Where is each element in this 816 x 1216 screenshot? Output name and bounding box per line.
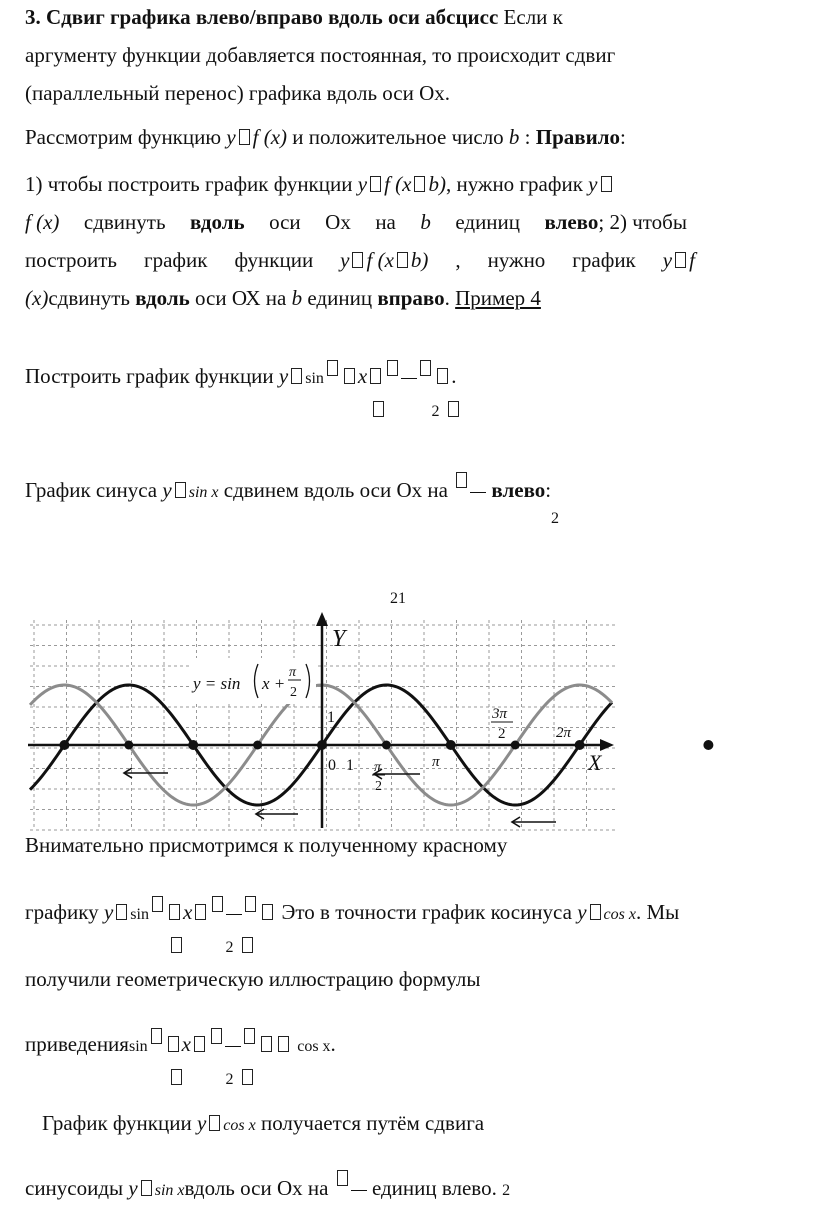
func-f: f: [689, 248, 695, 272]
dot: .: [444, 286, 450, 310]
x-axis-label: X: [588, 750, 602, 775]
word-bold: вправо: [377, 286, 445, 310]
word: единиц: [307, 286, 373, 310]
missing-glyph: [239, 129, 250, 145]
word: сдвинуть: [48, 286, 130, 310]
y-axis-label: Y: [332, 626, 346, 652]
observe-pre: графику: [25, 900, 99, 924]
final-pre2: синусоиды: [25, 1176, 124, 1200]
missing-glyph: [387, 360, 398, 376]
missing-glyph: [244, 1028, 255, 1044]
missing-glyph: [209, 1115, 220, 1131]
missing-glyph: [152, 896, 163, 912]
final-post: получается путём сдвига: [260, 1111, 485, 1135]
task-denominator-line: [370, 396, 462, 425]
missing-glyph: [151, 1028, 162, 1044]
colon: :: [545, 478, 552, 502]
fraction-bar: [401, 378, 417, 379]
missing-glyph: [373, 401, 384, 417]
final-line2: [25, 1170, 510, 1204]
func-fx: f (x): [25, 210, 60, 234]
missing-glyph: [175, 482, 186, 498]
var-b: b: [291, 286, 303, 310]
func-sin: sin: [130, 906, 149, 923]
denominator: 2: [502, 1182, 511, 1199]
var-x: x: [357, 364, 368, 388]
missing-glyph: [195, 904, 206, 920]
missing-glyph: [397, 252, 408, 268]
denominator: 2: [225, 939, 234, 956]
missing-glyph: [590, 904, 601, 920]
formula-pi: π: [289, 665, 297, 680]
var-y: y: [577, 900, 587, 924]
word-bold: вдоль: [135, 286, 190, 310]
final-post2: единиц влево.: [371, 1176, 497, 1200]
section-3-line1-rest: Если к: [503, 5, 563, 29]
word: оси: [269, 210, 301, 234]
tick-label-pi-half-den: 2: [375, 779, 382, 794]
zero-point: [59, 740, 69, 750]
observe-line2: [25, 896, 679, 928]
word: функции: [234, 248, 314, 272]
tick-label-pi-half-num: π: [374, 760, 382, 775]
tick-label-pi: π: [432, 754, 440, 770]
observe-post: . Мы: [635, 900, 680, 924]
fraction-bar: [351, 1190, 367, 1191]
word-bold: вдоль: [190, 210, 245, 234]
missing-glyph: [194, 1036, 205, 1052]
consider-line: [25, 124, 626, 150]
func-cosx: cos x: [223, 1117, 256, 1134]
section-3-line2: аргументу функции добавляется постоянная, то происходит сдвиг: [25, 43, 616, 67]
section-3-line3: (параллельный перенос) графика вдоль оси Ох.: [25, 81, 451, 105]
observe-denominator-line: [168, 932, 256, 961]
var-y: y: [196, 1111, 207, 1135]
sine-shift-pre: График синуса: [25, 478, 158, 502]
tick-label-2pi: 2π: [556, 725, 572, 741]
rule-line1: [25, 171, 615, 197]
left-arrow-icon: [256, 809, 298, 819]
rule-line4: [25, 285, 541, 311]
sine-shift-line: [25, 472, 551, 506]
var-x: (x): [25, 286, 49, 310]
shifted-zero-point: [511, 741, 520, 750]
var-y: y: [162, 478, 172, 502]
missing-glyph: [420, 360, 431, 376]
zero-point: [188, 740, 198, 750]
var-y: y: [278, 364, 289, 388]
tick-label-3pi-num: 3π: [492, 706, 508, 722]
word: на: [375, 210, 396, 234]
comma: ,: [455, 248, 461, 272]
missing-glyph: [171, 1069, 182, 1085]
missing-glyph: [169, 904, 180, 920]
fraction-bar: [470, 492, 486, 493]
task-pre: Построить график функции: [25, 364, 274, 388]
missing-glyph: [601, 176, 612, 192]
func-fx: f (x): [252, 125, 288, 149]
rule1-post: , нужно график: [445, 172, 583, 196]
missing-glyph: [278, 1036, 289, 1052]
missing-glyph: [141, 1180, 152, 1196]
missing-glyph: [370, 176, 381, 192]
missing-glyph: [168, 1036, 179, 1052]
missing-glyph: [116, 904, 127, 920]
rule-label: Правило: [535, 125, 621, 149]
missing-glyph: [291, 368, 302, 384]
missing-glyph: [242, 1069, 253, 1085]
zero-point: [575, 740, 585, 750]
missing-glyph: [414, 176, 425, 192]
tick-label-3pi-den: 2: [498, 726, 506, 742]
var-b: b): [410, 248, 429, 272]
var-y: y: [662, 248, 673, 272]
var-y: y: [226, 125, 236, 149]
final-mid: вдоль оси Ох на: [184, 1176, 329, 1200]
final-pre: График функции: [42, 1111, 192, 1135]
func-f: f: [366, 248, 373, 272]
missing-glyph: [370, 368, 381, 384]
var-b: b: [508, 125, 520, 149]
consider-pre: Рассмотрим функцию: [25, 125, 222, 149]
zero-point: [317, 740, 327, 750]
func-sinx: sin x: [188, 484, 219, 501]
missing-glyph: [261, 1036, 272, 1052]
var-y: y: [103, 900, 114, 924]
missing-glyph: [344, 368, 355, 384]
func-fxb: f (x: [384, 172, 412, 196]
word: Ох: [325, 210, 351, 234]
tick-label-1b: 1: [346, 757, 354, 774]
left-arrow-icon: [512, 817, 556, 827]
word: ; 2) чтобы: [598, 210, 687, 234]
observe-line3: получили геометрическую иллюстрацию формулы: [25, 967, 481, 991]
dot: .: [330, 1032, 336, 1056]
missing-glyph: [211, 1028, 222, 1044]
dot: .: [451, 364, 457, 388]
shifted-zero-point: [382, 741, 391, 750]
missing-glyph: [262, 904, 273, 920]
word: оси ОХ на: [195, 286, 287, 310]
var-x: x: [181, 1032, 191, 1056]
word: нужно: [487, 248, 546, 272]
observe-line1: Внимательно присмотримся к полученному красному: [25, 833, 508, 857]
observe-mid: Это в точности график косинуса: [281, 900, 572, 924]
missing-glyph: [352, 252, 363, 268]
sine-shift-denominator: 2: [551, 510, 559, 527]
word: единиц: [455, 210, 521, 234]
word: график: [572, 248, 636, 272]
word: график: [143, 248, 208, 272]
sine-shift-mid: сдвинем вдоль оси Ох на: [223, 478, 448, 502]
rule1-pre: 1) чтобы построить график функции: [25, 172, 353, 196]
final-line1: [42, 1110, 484, 1139]
observe-denominator-line2: [168, 1064, 256, 1093]
missing-glyph: [327, 360, 338, 376]
rule-line2: [25, 209, 687, 235]
page-number: 21: [390, 590, 406, 607]
tick-label-1: 1: [327, 709, 335, 726]
fraction-bar: [226, 914, 242, 915]
missing-glyph: [242, 937, 253, 953]
observe-pre4: приведения: [25, 1032, 129, 1056]
task-line: [25, 360, 457, 392]
colon: :: [524, 125, 531, 149]
missing-glyph: [456, 472, 467, 488]
shifted-zero-point: [253, 741, 262, 750]
missing-glyph: [337, 1170, 348, 1186]
word: построить: [25, 248, 118, 272]
word-bold: влево: [491, 478, 546, 502]
observe-line4: [25, 1028, 336, 1060]
func-sin: sin: [305, 370, 324, 387]
zero-point: [703, 740, 713, 750]
formula-y-sin: y = sin: [193, 674, 241, 693]
section-3-line1: [25, 4, 563, 30]
func-sin: sin: [128, 1038, 148, 1055]
denominator: 2: [431, 403, 440, 420]
rule-line3: [25, 247, 695, 273]
denominator: 2: [225, 1071, 234, 1088]
word: сдвинуть: [83, 210, 166, 234]
shifted-zero-point: [124, 741, 133, 750]
func-cosx: cos x: [297, 1038, 331, 1055]
formula-2: 2: [290, 685, 297, 700]
section-3-heading: 3. Сдвиг графика влево/вправо вдоль оси абсцисс: [25, 5, 499, 29]
missing-glyph: [245, 896, 256, 912]
missing-glyph: [675, 252, 686, 268]
var-y: y: [128, 1176, 138, 1200]
var-b-close: b): [428, 172, 446, 196]
missing-glyph: [448, 401, 459, 417]
example-link[interactable]: Пример 4: [455, 286, 541, 310]
consider-mid: и положительное число: [292, 125, 504, 149]
var-y: y: [357, 172, 368, 196]
func-sinx: sin x: [154, 1182, 185, 1199]
tick-label-0: 0: [328, 757, 336, 774]
colon: :: [620, 125, 626, 149]
var-b: b: [420, 210, 431, 234]
formula-x-plus: x +: [262, 674, 286, 693]
missing-glyph: [437, 368, 448, 384]
fraction-bar: [225, 1046, 241, 1047]
var-x: (x: [377, 248, 394, 272]
missing-glyph: [171, 937, 182, 953]
var-x: x: [182, 900, 193, 924]
word-bold: влево: [544, 210, 599, 234]
func-cosx: cos x: [603, 906, 636, 923]
missing-glyph: [212, 896, 223, 912]
zero-point: [446, 740, 456, 750]
sine-shift-graph: [0, 600, 816, 836]
var-y: y: [588, 172, 598, 196]
var-y: y: [340, 248, 350, 272]
